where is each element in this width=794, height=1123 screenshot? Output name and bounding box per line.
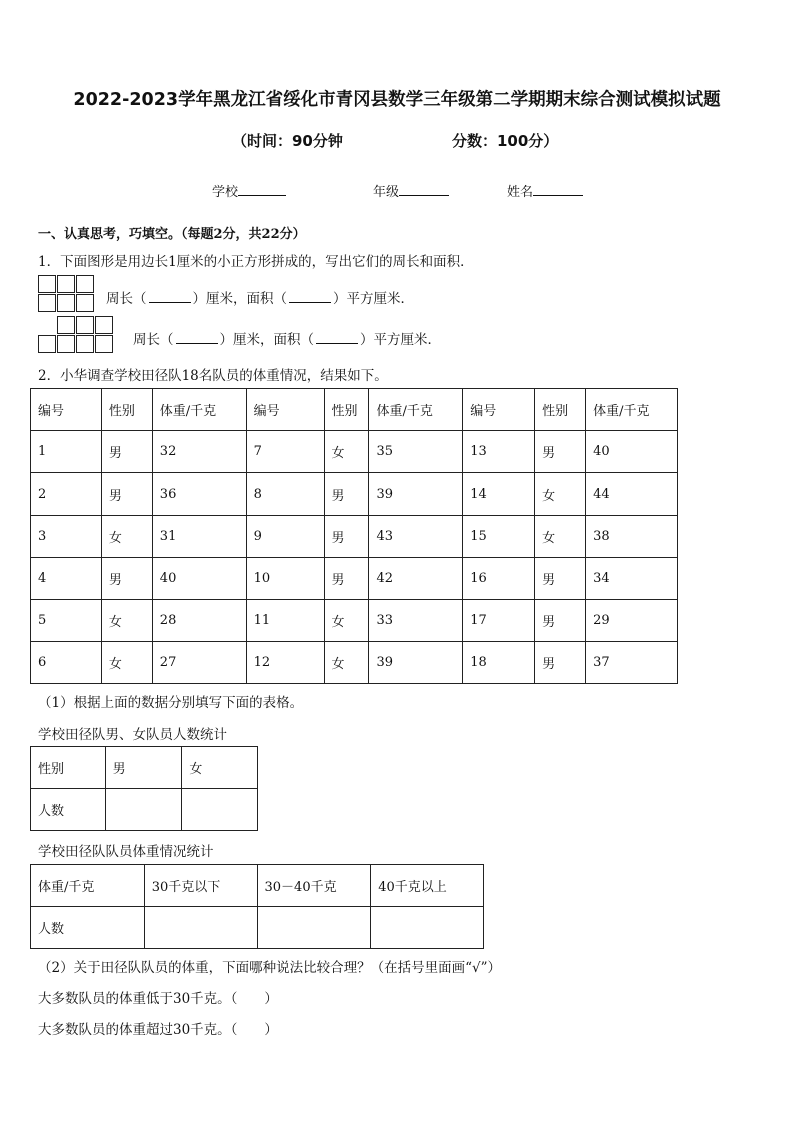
table-cell: 人数 xyxy=(31,907,145,949)
table-cell: 男 xyxy=(535,431,586,473)
table-cell: 女 xyxy=(324,642,369,684)
table-cell: 31 xyxy=(152,516,246,558)
perimeter-label: 周长（ xyxy=(106,291,147,307)
area-label: ）厘米，面积（ xyxy=(192,291,287,307)
perimeter-label: 周长（ xyxy=(133,332,174,348)
name-label: 姓名 xyxy=(507,185,534,200)
header-cell: 编号 xyxy=(246,389,324,431)
exam-time: （时间：90分钟 xyxy=(232,132,343,150)
unit-square xyxy=(76,275,94,293)
table-header-row xyxy=(31,389,678,431)
section-title: 一、认真思考，巧填空。 xyxy=(38,227,182,242)
name-field xyxy=(507,181,583,200)
part-1-instruction: （1）根据上面的数据分别填写下面的表格。 xyxy=(38,695,304,711)
table2-title: 学校田径队男、女队员人数统计 xyxy=(38,727,227,743)
page-title: 2022-2023学年黑龙江省绥化市青冈县数学三年级第二学期期末综合测试模拟试题 xyxy=(73,90,721,110)
table-cell: 18 xyxy=(463,642,535,684)
table-cell: 29 xyxy=(586,600,678,642)
header-cell: 性别 xyxy=(324,389,369,431)
table-cell: 40千克以上 xyxy=(371,865,484,907)
table-cell: 12 xyxy=(246,642,324,684)
table-cell: 女 xyxy=(324,600,369,642)
table-cell: 男 xyxy=(101,431,152,473)
table-cell: 8 xyxy=(246,473,324,516)
table-cell: 女 xyxy=(535,473,586,516)
q1-answer-line-a xyxy=(106,287,414,307)
table-cell: 16 xyxy=(463,558,535,600)
table-cell: 14 xyxy=(463,473,535,516)
weight-data-table xyxy=(30,388,678,684)
header-cell: 体重/千克 xyxy=(152,389,246,431)
table-cell: 女 xyxy=(182,747,258,789)
section-heading xyxy=(38,223,306,242)
table-cell: 3 xyxy=(31,516,102,558)
table-cell: 37 xyxy=(586,642,678,684)
table-cell: 男 xyxy=(324,473,369,516)
gender-count-table xyxy=(30,746,258,831)
table-row xyxy=(31,865,484,907)
table-row xyxy=(31,642,678,684)
table-cell: 9 xyxy=(246,516,324,558)
table-cell: 40 xyxy=(152,558,246,600)
header-cell: 体重/千克 xyxy=(586,389,678,431)
unit-square xyxy=(95,316,113,334)
table-cell: 男 xyxy=(535,642,586,684)
table-cell: 女 xyxy=(101,600,152,642)
table-cell: 女 xyxy=(101,516,152,558)
table-cell: 34 xyxy=(586,558,678,600)
table-cell: 15 xyxy=(463,516,535,558)
school-label: 学校 xyxy=(212,185,239,200)
table-cell: 35 xyxy=(369,431,463,473)
school-field xyxy=(212,181,286,200)
area-blank-a[interactable] xyxy=(289,290,331,303)
table-cell: 1 xyxy=(31,431,102,473)
option-b[interactable]: 大多数队员的体重超过30千克。（ ） xyxy=(38,1022,278,1038)
table-cell: 17 xyxy=(463,600,535,642)
weight-range-table xyxy=(30,864,484,949)
table-cell: 13 xyxy=(463,431,535,473)
answer-cell-30-40[interactable] xyxy=(257,907,371,949)
option-a[interactable]: 大多数队员的体重低于30千克。（ ） xyxy=(38,991,278,1007)
table-cell: 男 xyxy=(535,600,586,642)
table-cell: 女 xyxy=(324,431,369,473)
unit-square xyxy=(57,316,75,334)
table-row xyxy=(31,558,678,600)
table-cell: 体重/千克 xyxy=(31,865,145,907)
table-cell: 女 xyxy=(101,642,152,684)
table-cell: 性别 xyxy=(31,747,106,789)
table-cell: 32 xyxy=(152,431,246,473)
school-blank[interactable] xyxy=(238,183,286,196)
question-1-stem: 1．下面图形是用边长1厘米的小正方形拼成的，写出它们的周长和面积． xyxy=(38,254,474,270)
table-cell: 男 xyxy=(324,558,369,600)
table-cell: 男 xyxy=(105,747,182,789)
unit-square xyxy=(38,294,56,312)
table-cell: 40 xyxy=(586,431,678,473)
name-blank[interactable] xyxy=(533,183,583,196)
grade-label: 年级 xyxy=(373,185,400,200)
exam-score: 分数：100分） xyxy=(452,132,559,150)
table-cell: 10 xyxy=(246,558,324,600)
q1-answer-line-b xyxy=(133,328,441,348)
area-label: ）厘米，面积（ xyxy=(219,332,314,348)
unit-label: ）平方厘米． xyxy=(333,291,414,307)
question-2-stem: 2．小华调查学校田径队18名队员的体重情况，结果如下。 xyxy=(38,368,388,384)
table-cell: 42 xyxy=(369,558,463,600)
table-row xyxy=(31,431,678,473)
perimeter-blank-b[interactable] xyxy=(176,331,218,344)
table-cell: 27 xyxy=(152,642,246,684)
header-cell: 性别 xyxy=(535,389,586,431)
table-cell: 38 xyxy=(586,516,678,558)
table-row xyxy=(31,907,484,949)
table-cell: 人数 xyxy=(31,789,106,831)
table-cell: 11 xyxy=(246,600,324,642)
unit-square xyxy=(76,316,94,334)
header-cell: 编号 xyxy=(31,389,102,431)
unit-square xyxy=(57,335,75,353)
unit-square xyxy=(95,335,113,353)
unit-square xyxy=(57,275,75,293)
answer-cell-female[interactable] xyxy=(182,789,258,831)
table-cell: 7 xyxy=(246,431,324,473)
section-note: （每题2分，共22分） xyxy=(181,227,306,242)
table-cell: 30千克以下 xyxy=(144,865,257,907)
table-row xyxy=(31,473,678,516)
table-cell: 28 xyxy=(152,600,246,642)
answer-cell-male[interactable] xyxy=(105,789,182,831)
perimeter-blank-a[interactable] xyxy=(149,290,191,303)
table-cell: 2 xyxy=(31,473,102,516)
table-cell: 30－40千克 xyxy=(257,865,371,907)
table3-title: 学校田径队队员体重情况统计 xyxy=(38,844,214,860)
unit-square xyxy=(38,335,56,353)
unit-square xyxy=(76,294,94,312)
grade-field xyxy=(373,181,449,200)
table-row xyxy=(31,516,678,558)
unit-label: ）平方厘米． xyxy=(360,332,441,348)
spacer xyxy=(114,335,119,353)
header-cell: 性别 xyxy=(101,389,152,431)
table-cell: 39 xyxy=(369,642,463,684)
part-2-instruction: （2）关于田径队队员的体重，下面哪种说法比较合理？（在括号里面画“√”） xyxy=(38,960,501,976)
grade-blank[interactable] xyxy=(399,183,449,196)
header-cell: 体重/千克 xyxy=(369,389,463,431)
table-row xyxy=(31,789,258,831)
table-cell: 女 xyxy=(535,516,586,558)
table-cell: 4 xyxy=(31,558,102,600)
table-cell: 男 xyxy=(101,473,152,516)
answer-cell-under-30[interactable] xyxy=(144,907,257,949)
table-row xyxy=(31,747,258,789)
unit-square xyxy=(57,294,75,312)
answer-cell-over-40[interactable] xyxy=(371,907,484,949)
table-cell: 39 xyxy=(369,473,463,516)
table-cell: 男 xyxy=(535,558,586,600)
table-cell: 44 xyxy=(586,473,678,516)
header-cell: 编号 xyxy=(463,389,535,431)
table-cell: 男 xyxy=(324,516,369,558)
table-cell: 5 xyxy=(31,600,102,642)
unit-square xyxy=(76,335,94,353)
table-cell: 43 xyxy=(369,516,463,558)
table-cell: 36 xyxy=(152,473,246,516)
area-blank-b[interactable] xyxy=(316,331,358,344)
table-cell: 33 xyxy=(369,600,463,642)
unit-square xyxy=(38,275,56,293)
table-cell: 男 xyxy=(101,558,152,600)
table-cell: 6 xyxy=(31,642,102,684)
table-row xyxy=(31,600,678,642)
